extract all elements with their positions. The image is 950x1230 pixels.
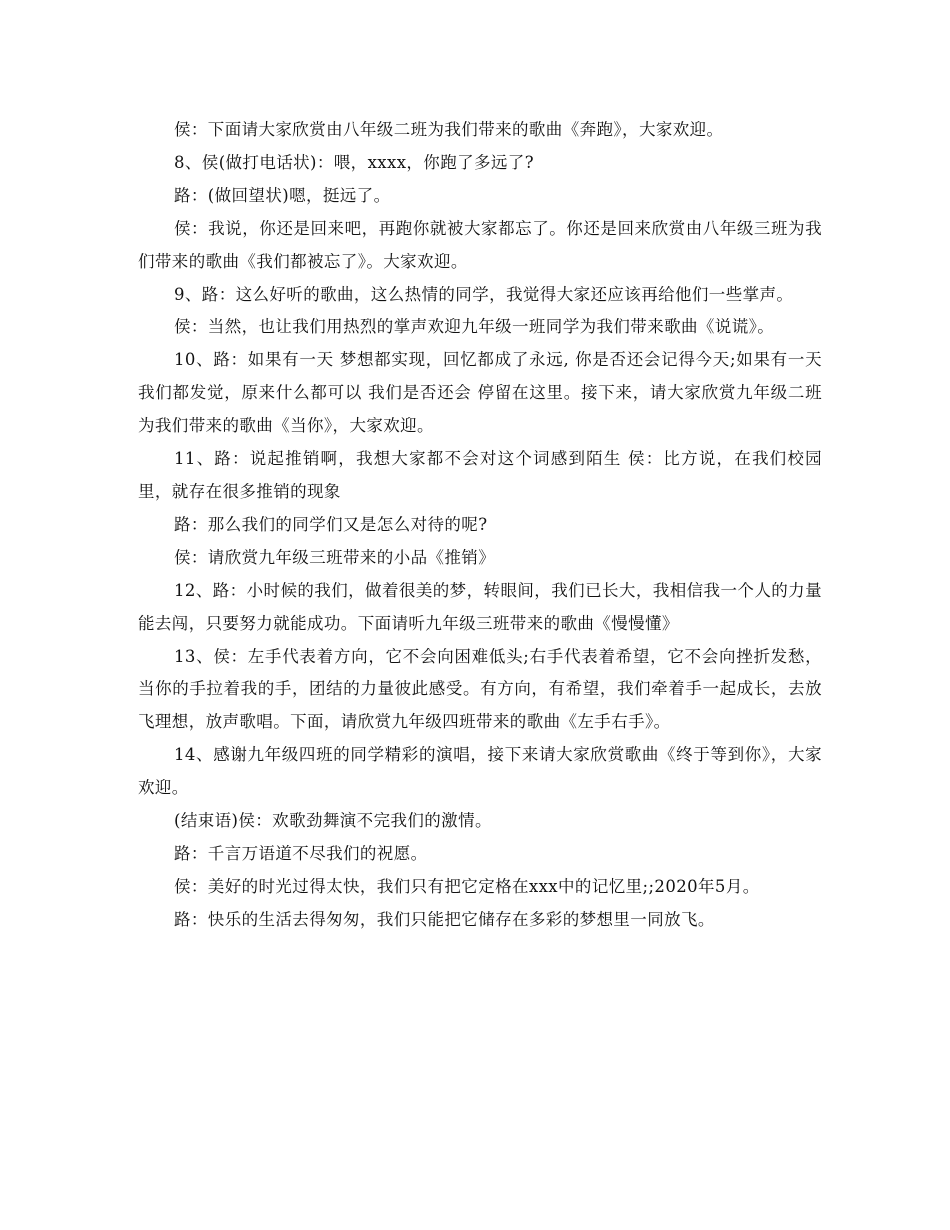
paragraph-14: (结束语)侯：欢歌劲舞演不完我们的激情。 [174,811,492,831]
paragraph-2: 8、侯(做打电话状)：喂，xxxx，你跑了多远了? [174,152,534,172]
paragraph-5: 9、路：这么好听的歌曲，这么热情的同学，我觉得大家还应该再给他们一些掌声。 [174,284,794,304]
paragraph-4: 侯：我说，你还是回来吧，再跑你就被大家都忘了。你还是回来欣赏由八年级三班为我们带来的歌曲《我们都被忘了》。大家欢迎。 [138,218,822,271]
paragraph-15: 路：千言万语道不尽我们的祝愿。 [174,843,428,863]
paragraph-10: 侯：请欣赏九年级三班带来的小品《推销》 [174,547,496,567]
paragraph-13: 14、感谢九年级四班的同学精彩的演唱，接下来请大家欣赏歌曲《终于等到你》，大家欢迎。 [138,745,822,798]
paragraph-6: 侯：当然，也让我们用热烈的掌声欢迎九年级一班同学为我们带来歌曲《说谎》。 [174,317,775,337]
paragraph-16: 侯：美好的时光过得太快，我们只有把它定格在xxx中的记忆里;;2020年5月。 [174,876,760,896]
paragraph-11: 12、路：小时候的我们，做着很美的梦，转眼间，我们已长大，我相信我一个人的力量能去闯，只要努力就能成功。下面请听九年级三班带来的歌曲《慢慢懂》 [138,580,822,633]
paragraph-8: 11、路：说起推销啊，我想大家都不会对这个词感到陌生 侯：比方说，在我们校园里，就存在很多推销的现象 [138,449,822,501]
paragraph-17: 路：快乐的生活去得匆匆，我们只能把它储存在多彩的梦想里一同放飞。 [174,909,715,929]
paragraph-7: 10、路：如果有一天 梦想都实现，回忆都成了永远, 你是否还会记得今天;如果有一天我们都发觉，原来什么都可以 我们是否还会 停留在这里。接下来，请大家欣赏九年级二班为我们带来的歌曲《当你》，大家欢迎。 [138,350,822,436]
paragraph-12: 13、侯：左手代表着方向，它不会向困难低头;右手代表着希望，它不会向挫折发愁，当你的手拉着我的手，团结的力量彼此感受。有方向，有希望，我们牵着手一起成长，去放飞理想，放声歌唱。下面，请欣赏九年级四班带来的歌曲《左手右手》。 [138,646,822,732]
paragraph-1: 侯：下面请大家欣赏由八年级二班为我们带来的歌曲《奔跑》，大家欢迎。 [174,120,724,139]
paragraph-3: 路：(做回望状)嗯，挺远了。 [174,185,391,205]
paragraph-9: 路：那么我们的同学们又是怎么对待的呢? [174,514,488,534]
document-body [138,114,822,937]
